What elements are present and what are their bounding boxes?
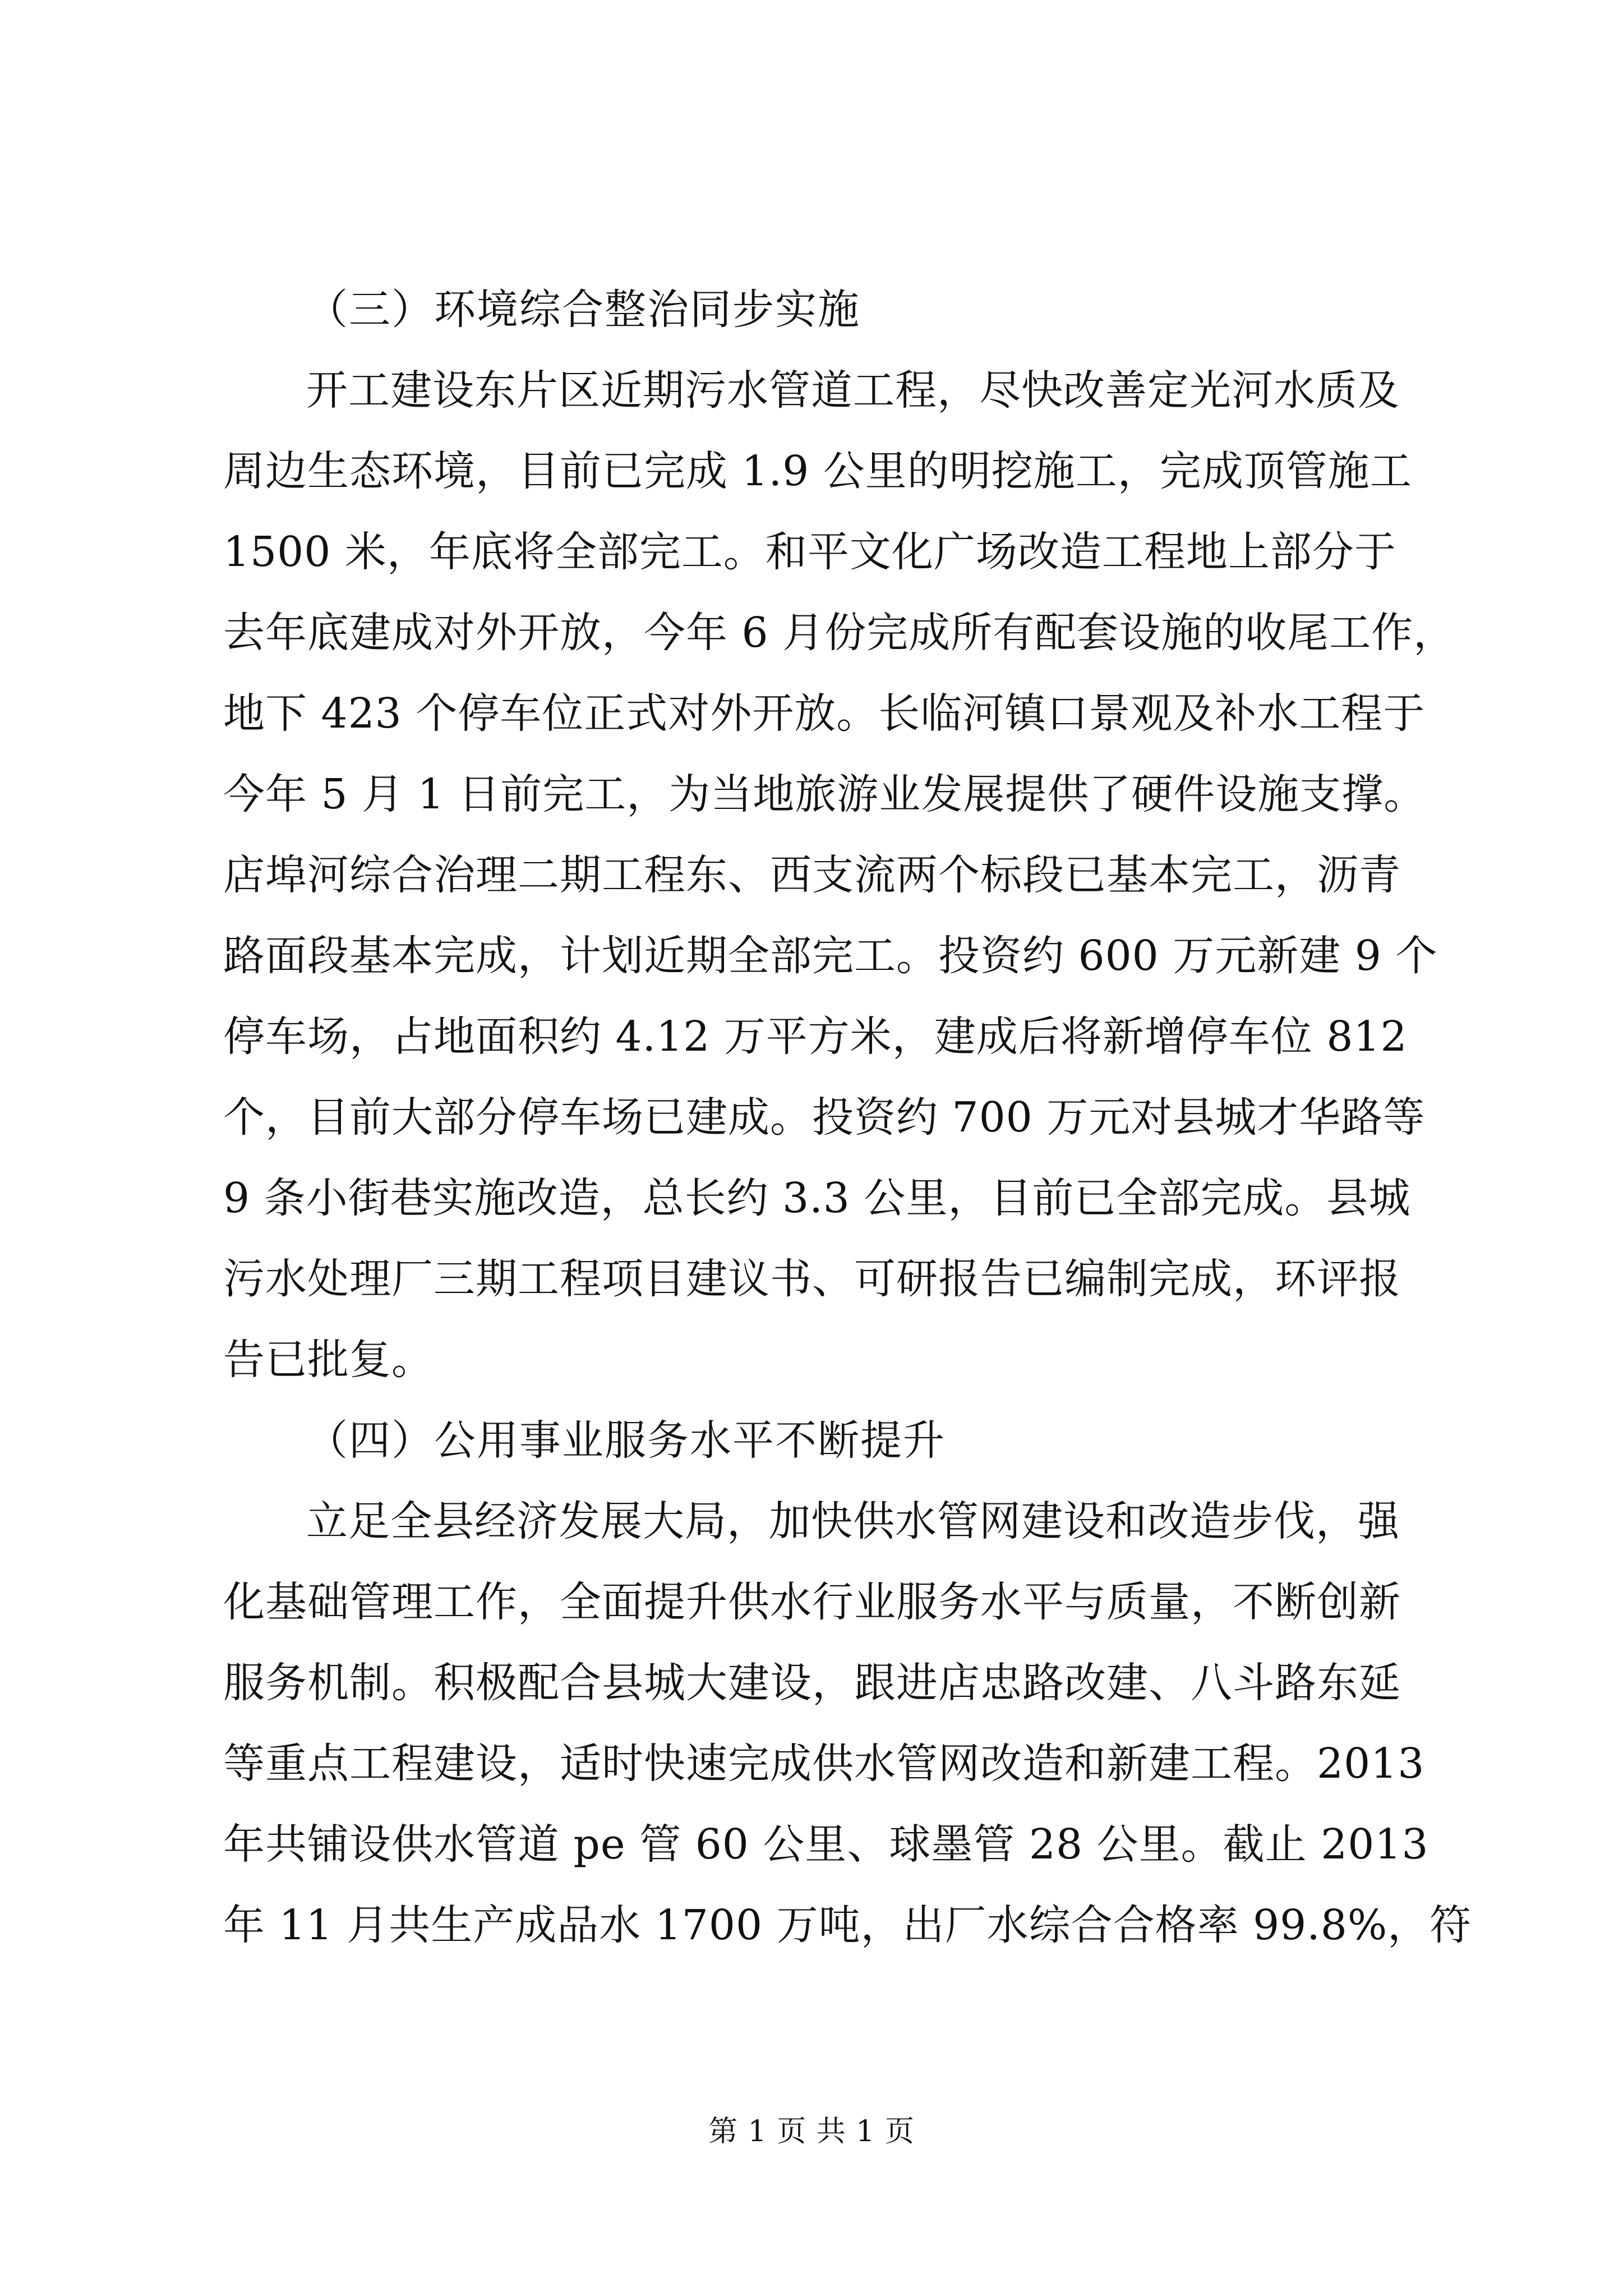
paragraph-line: 今年 5 月 1 日前完工，为当地旅游业发展提供了硬件设施支撑。 [223, 770, 1426, 818]
section-heading-3: （三）环境综合整治同步实施 [306, 286, 860, 334]
section-3-paragraph [223, 350, 1456, 1400]
paragraph-line: 化基础管理工作，全面提升供水行业服务水平与质量，不断创新 [223, 1578, 1401, 1626]
paragraph-line: 污水处理厂三期工程项目建议书、可研报告已编制完成，环评报 [223, 1255, 1401, 1303]
paragraph-line: 周边生态环境，目前已完成 1.9 公里的明挖施工，完成顶管施工 [223, 447, 1412, 495]
paragraph-line: 个，目前大部分停车场已建成。投资约 700 万元对县城才华路等 [223, 1093, 1426, 1142]
paragraph-line: 等重点工程建设，适时快速完成供水管网改造和新建工程。2013 [223, 1740, 1425, 1788]
document-body [223, 269, 1472, 1966]
paragraph-line: 地下 423 个停车位正式对外开放。长临河镇口景观及补水工程于 [223, 689, 1426, 738]
paragraph-line: 路面段基本完成，计划近期全部完工。投资约 600 万元新建 9 个 [223, 932, 1438, 980]
paragraph-line: 9 条小街巷实施改造，总长约 3.3 公里，目前已全部完成。县城 [223, 1174, 1411, 1222]
page-footer: 第 1 页 共 1 页 [708, 2115, 915, 2148]
paragraph-line: 告已批复。 [223, 1336, 434, 1384]
paragraph-line: 服务机制。积极配合县城大建设，跟进店忠路改建、八斗路东延 [223, 1659, 1401, 1707]
section-heading-4: （四）公用事业服务水平不断提升 [306, 1416, 946, 1465]
paragraph-line: 停车场，占地面积约 4.12 万平方米，建成后将新增停车位 812 [223, 1013, 1408, 1061]
paragraph-line: 去年底建成对外开放，今年 6 月份完成所有配套设施的收尾工作， [223, 609, 1456, 657]
section-4-paragraph [223, 1481, 1472, 1966]
paragraph-line: 1500 米，年底将全部完工。和平文化广场改造工程地上部分于 [223, 528, 1396, 576]
paragraph-line: 立足全县经济发展大局，加快供水管网建设和改造步伐，强 [306, 1497, 1400, 1545]
paragraph-line: 年共铺设供水管道 pe 管 60 公里、球墨管 28 公里。截止 2013 [223, 1820, 1429, 1869]
paragraph-line: 店埠河综合治理二期工程东、西支流两个标段已基本完工，沥青 [223, 851, 1401, 899]
paragraph-line: 开工建设东片区近期污水管道工程，尽快改善定光河水质及 [306, 366, 1400, 415]
paragraph-line: 年 11 月共生产成品水 1700 万吨，出厂水综合合格率 99.8%，符 [223, 1901, 1472, 1949]
